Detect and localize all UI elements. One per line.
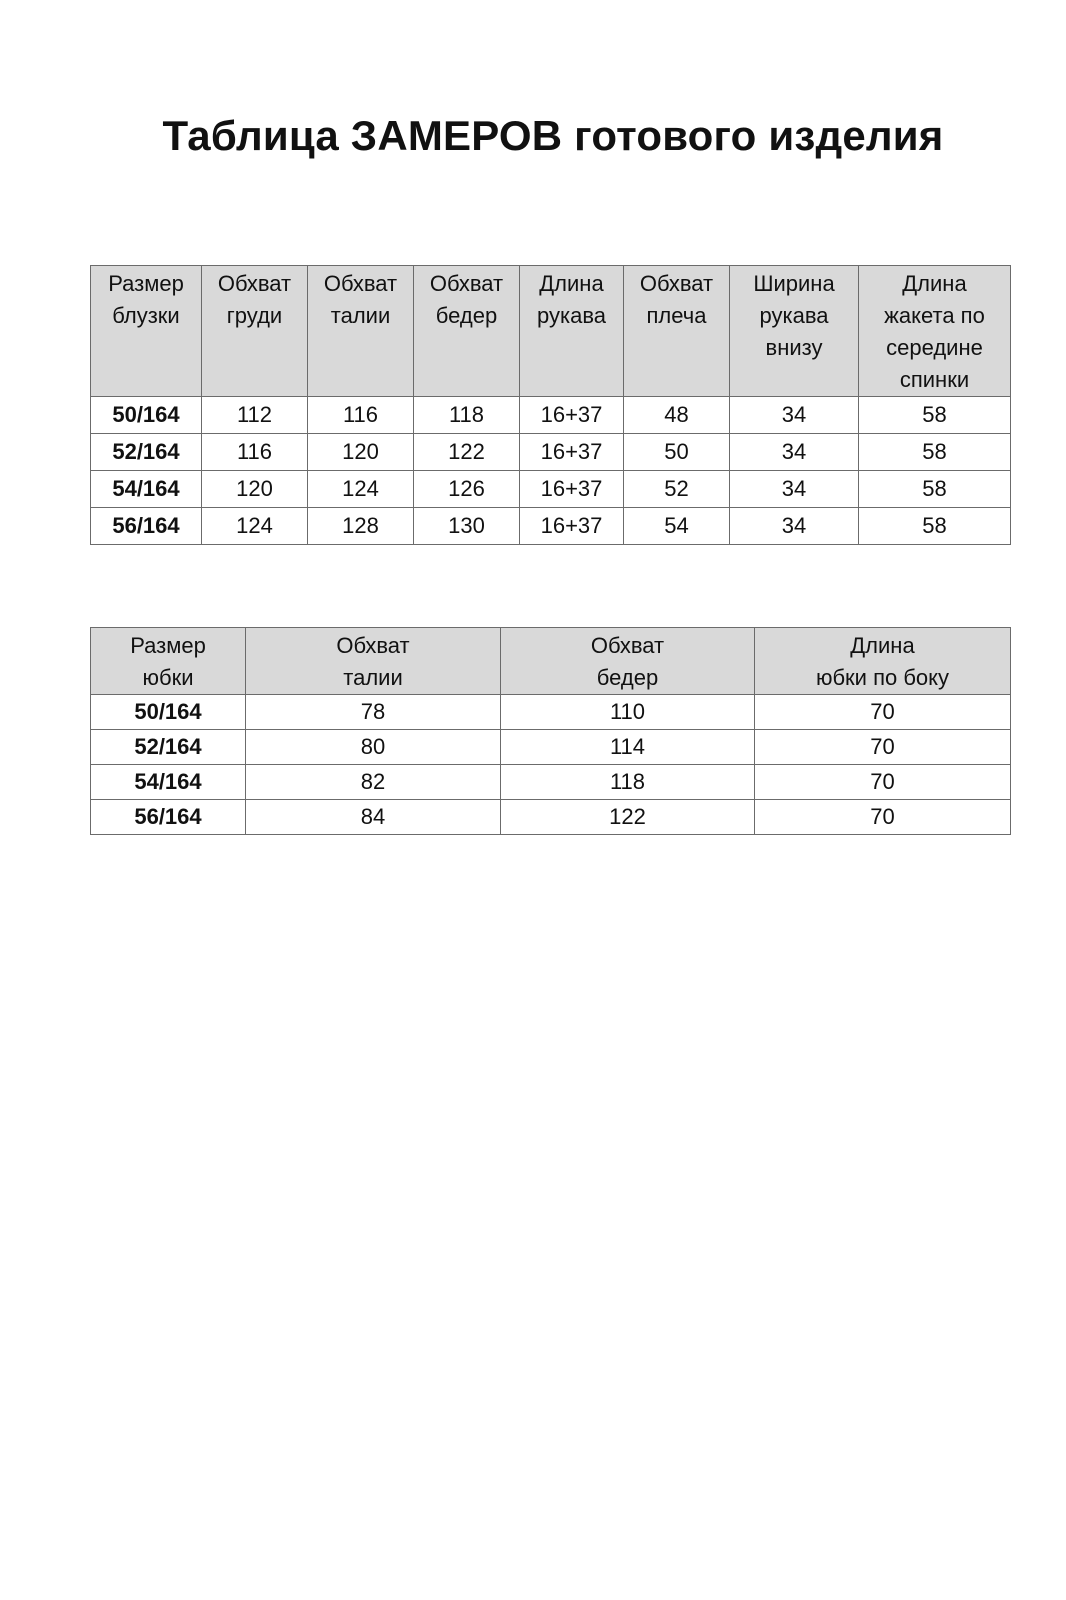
column-header-line: Обхват <box>639 271 714 296</box>
table-cell: 120 <box>202 471 308 508</box>
column-header <box>520 266 624 397</box>
table-row <box>91 397 1011 434</box>
column-header <box>246 628 501 695</box>
column-header-line: рукава <box>759 303 829 328</box>
table-cell: 124 <box>202 508 308 545</box>
column-header-line: юбки <box>142 665 194 690</box>
table-row <box>91 730 1011 765</box>
column-header-line: Ширина <box>753 271 835 296</box>
table-cell: 50 <box>624 434 730 471</box>
table-cell: 130 <box>414 508 520 545</box>
table-cell: 124 <box>308 471 414 508</box>
size-cell: 54/164 <box>91 765 246 800</box>
table-cell: 34 <box>730 508 859 545</box>
column-header-line: груди <box>226 303 283 328</box>
table-cell: 116 <box>202 434 308 471</box>
column-header-line: Размер <box>108 271 184 296</box>
size-cell: 56/164 <box>91 508 202 545</box>
table-cell: 70 <box>755 765 1011 800</box>
table-row <box>91 508 1011 545</box>
table-cell: 118 <box>414 397 520 434</box>
table-cell: 82 <box>246 765 501 800</box>
column-header-line: рукава <box>536 303 606 328</box>
column-header <box>501 628 755 695</box>
column-header <box>859 266 1011 397</box>
column-header-line: Обхват <box>323 271 398 296</box>
size-cell: 54/164 <box>91 471 202 508</box>
column-header-line: блузки <box>112 303 180 328</box>
column-header-line: плеча <box>646 303 707 328</box>
column-header-line: бедер <box>596 665 659 690</box>
column-header-line: Обхват <box>217 271 292 296</box>
table-cell: 16+37 <box>520 434 624 471</box>
column-header <box>202 266 308 397</box>
table-cell: 70 <box>755 730 1011 765</box>
table-cell: 48 <box>624 397 730 434</box>
column-header <box>730 266 859 397</box>
table-cell: 16+37 <box>520 397 624 434</box>
table-cell: 78 <box>246 695 501 730</box>
column-header <box>414 266 520 397</box>
table-row <box>91 471 1011 508</box>
column-header-line: спинки <box>899 367 970 392</box>
table-cell: 116 <box>308 397 414 434</box>
column-header-line: Обхват <box>429 271 504 296</box>
page-title: Таблица ЗАМЕРОВ готового изделия <box>162 112 944 159</box>
table-cell: 58 <box>859 397 1011 434</box>
table-cell: 126 <box>414 471 520 508</box>
table-cell: 128 <box>308 508 414 545</box>
table-cell: 16+37 <box>520 471 624 508</box>
blouse-measurements-table <box>90 265 1011 545</box>
column-header-line: Длина <box>850 633 915 658</box>
table-header-row <box>91 628 1011 695</box>
column-header-line: середине <box>886 335 983 360</box>
table-cell: 112 <box>202 397 308 434</box>
table-cell: 34 <box>730 397 859 434</box>
table-cell: 58 <box>859 434 1011 471</box>
column-header-line: талии <box>330 303 391 328</box>
table-cell: 122 <box>414 434 520 471</box>
table-cell: 118 <box>501 765 755 800</box>
column-header <box>624 266 730 397</box>
size-cell: 56/164 <box>91 800 246 835</box>
column-header <box>755 628 1011 695</box>
size-cell: 50/164 <box>91 397 202 434</box>
column-header-line: внизу <box>765 335 823 360</box>
column-header-line: Обхват <box>590 633 665 658</box>
table-cell: 52 <box>624 471 730 508</box>
table-cell: 120 <box>308 434 414 471</box>
skirt-measurements-table <box>90 627 1011 835</box>
table-cell: 16+37 <box>520 508 624 545</box>
table-cell: 110 <box>501 695 755 730</box>
column-header-line: жакета по <box>884 303 985 328</box>
table-cell: 54 <box>624 508 730 545</box>
table-row <box>91 800 1011 835</box>
table-row <box>91 695 1011 730</box>
column-header <box>91 266 202 397</box>
table-header-row <box>91 266 1011 397</box>
table-cell: 114 <box>501 730 755 765</box>
size-cell: 50/164 <box>91 695 246 730</box>
table-cell: 70 <box>755 695 1011 730</box>
column-header-line: Длина <box>902 271 967 296</box>
table-cell: 70 <box>755 800 1011 835</box>
table-cell: 80 <box>246 730 501 765</box>
column-header-line: юбки по боку <box>815 665 950 690</box>
column-header <box>91 628 246 695</box>
column-header-line: Размер <box>130 633 206 658</box>
table-row <box>91 434 1011 471</box>
column-header-line: Длина <box>539 271 604 296</box>
size-cell: 52/164 <box>91 434 202 471</box>
table-cell: 34 <box>730 434 859 471</box>
column-header <box>308 266 414 397</box>
table-cell: 58 <box>859 508 1011 545</box>
column-header-line: Обхват <box>336 633 410 658</box>
table-cell: 84 <box>246 800 501 835</box>
table-cell: 58 <box>859 471 1011 508</box>
table-cell: 122 <box>501 800 755 835</box>
table-cell: 34 <box>730 471 859 508</box>
column-header-line: бедер <box>435 303 498 328</box>
table-row <box>91 765 1011 800</box>
size-cell: 52/164 <box>91 730 246 765</box>
column-header-line: талии <box>343 665 403 690</box>
